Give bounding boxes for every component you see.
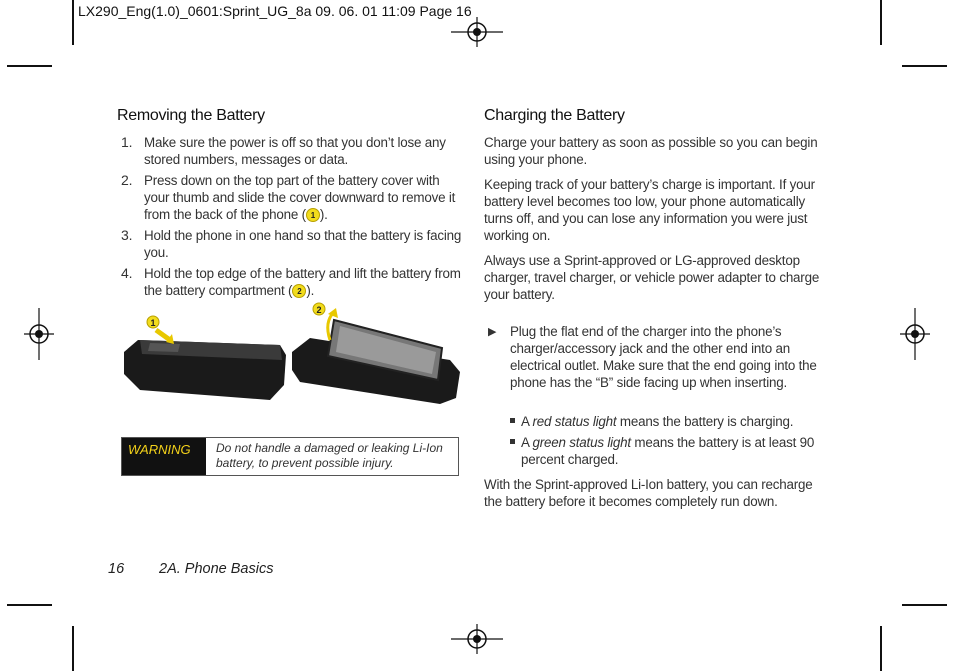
list-item: 4. Hold the top edge of the battery and lift the battery from the battery compartment ( 2 ). [121, 265, 461, 298]
print-slug: LX290_Eng(1.0)_0601:Sprint_UG_8a 09. 06. 01 11:09 Page 16 [78, 3, 472, 19]
charging-para-4: With the Sprint-approved Li-Ion battery, you can recharge the battery before it becomes completely run down. [484, 477, 813, 509]
warning-box [121, 437, 459, 476]
crop-mark [72, 0, 74, 45]
warning-label: WARNING [122, 438, 206, 475]
crop-mark [7, 604, 52, 606]
charging-para-2: Keeping track of your battery’s charge is important. If your battery level becomes too low, your phone automatically turns off, and you can lose any information you were just working on. [484, 177, 815, 243]
section-title: 2A. Phone Basics [159, 561, 274, 577]
figure-marker-1: 1 [150, 318, 156, 328]
square-bullet-icon [510, 439, 515, 444]
step-marker-2-icon: 2 [292, 284, 306, 298]
registration-mark-icon [900, 308, 930, 360]
registration-mark-icon [451, 17, 503, 47]
removal-steps [117, 134, 462, 303]
section-heading-charging: Charging the Battery [484, 107, 625, 124]
crop-mark [7, 65, 52, 67]
charging-para-1: Charge your battery as soon as possible so you can begin using your phone. [484, 135, 818, 167]
phone-illustration-icon [120, 300, 465, 410]
crop-mark [72, 626, 74, 671]
page-number: 16 [108, 561, 125, 577]
crop-mark [880, 0, 882, 45]
registration-mark-icon [451, 624, 503, 654]
square-bullet-icon [510, 418, 515, 423]
registration-mark-icon [24, 308, 54, 360]
charging-para-3: Always use a Sprint-approved or LG-approved desktop charger, travel charger, or vehicle power adapter to charge your battery. [484, 253, 820, 302]
charging-bullet: ▶ Plug the flat end of the charger into the phone’s charger/accessory jack and the other end into an electrical outlet. Make sure that the end going into the phone has the “B” side facing up when inserting. [488, 324, 817, 390]
crop-mark [902, 65, 947, 67]
figure-marker-2: 2 [316, 305, 322, 315]
status-light-item-green: A green status light means the battery is at least 90 percent charged. [510, 434, 830, 468]
status-light-item-red: A red status light means the battery is charging. [510, 413, 830, 430]
list-item: 1. Make sure the power is off so that you don’t lose any stored numbers, messages or data. [121, 134, 446, 167]
section-heading-removing: Removing the Battery [117, 107, 265, 124]
bullet-arrow-icon: ▶ [488, 326, 497, 338]
list-item: 2. Press down on the top part of the battery cover with your thumb and slide the cover downward to remove it from the back of the phone ( 1 ). [121, 172, 456, 222]
list-item: 3. Hold the phone in one hand so that the battery is facing you. [121, 227, 462, 260]
step-marker-1-icon: 1 [306, 208, 320, 222]
crop-mark [902, 604, 947, 606]
warning-text: Do not handle a damaged or leaking Li-Ion battery, to prevent possible injury. [216, 441, 443, 470]
crop-mark [880, 626, 882, 671]
battery-removal-illustration [120, 300, 465, 410]
